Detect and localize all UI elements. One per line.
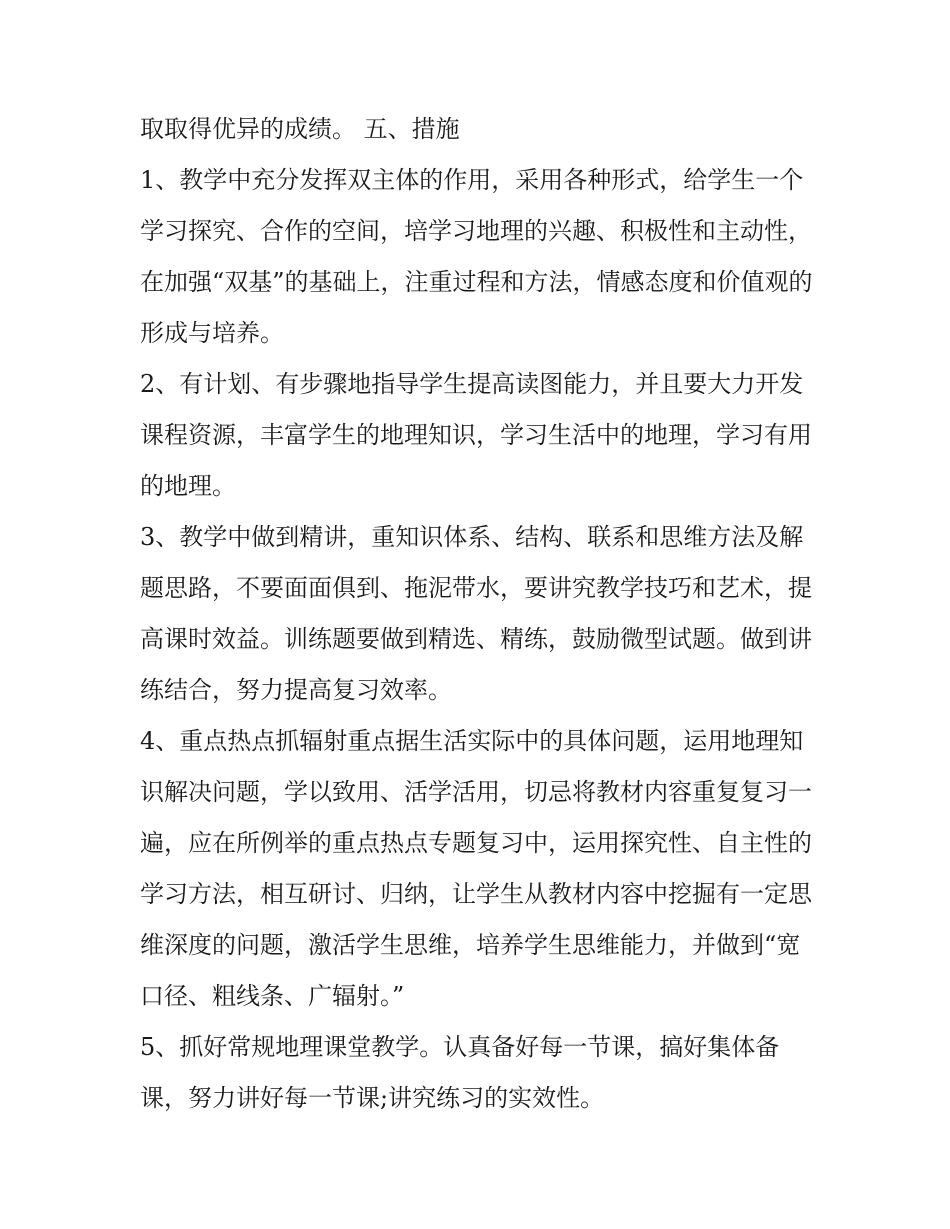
document-body: [140, 104, 820, 1124]
paragraph-measure-2: 2、有计划、有步骤地指导学生提高读图能力，并且要大力开发课程资源，丰富学生的地理知识，学习生活中的地理，学习有用的地理。: [140, 370, 812, 500]
paragraph-intro: 取取得优异的成绩。 五、措施: [140, 115, 460, 143]
paragraph-measure-1: 1、教学中充分发挥双主体的作用，采用各种形式，给学生一个学习探究、合作的空间，培学习地理的兴趣、积极性和主动性，在加强“双基”的基础上，注重过程和方法，情感态度和价值观的形成与培养。: [140, 166, 813, 347]
paragraph-measure-3: 3、教学中做到精讲，重知识体系、结构、联系和思维方法及解题思路，不要面面俱到、拖泥带水，要讲究教学技巧和艺术，提高课时效益。训练题要做到精选、精练，鼓励微型试题。做到讲练结合，努力提高复习效率。: [140, 523, 812, 704]
paragraph-measure-4: 4、重点热点抓辐射重点据生活实际中的具体问题，运用地理知识解决问题，学以致用、活学活用，切忌将教材内容重复复习一遍，应在所例举的重点热点专题复习中，运用探究性、自主性的学习方法，相互研讨、归纳，让学生从教材内容中挖掘有一定思维深度的问题，激活学生思维，培养学生思维能力，并做到“宽口径、粗线条、广辐射。”: [140, 727, 812, 1010]
paragraph-measure-5: 5、抓好常规地理课堂教学。认真备好每一节课，搞好集体备课，努力讲好每一节课;讲究练习的实效性。: [140, 1033, 780, 1112]
